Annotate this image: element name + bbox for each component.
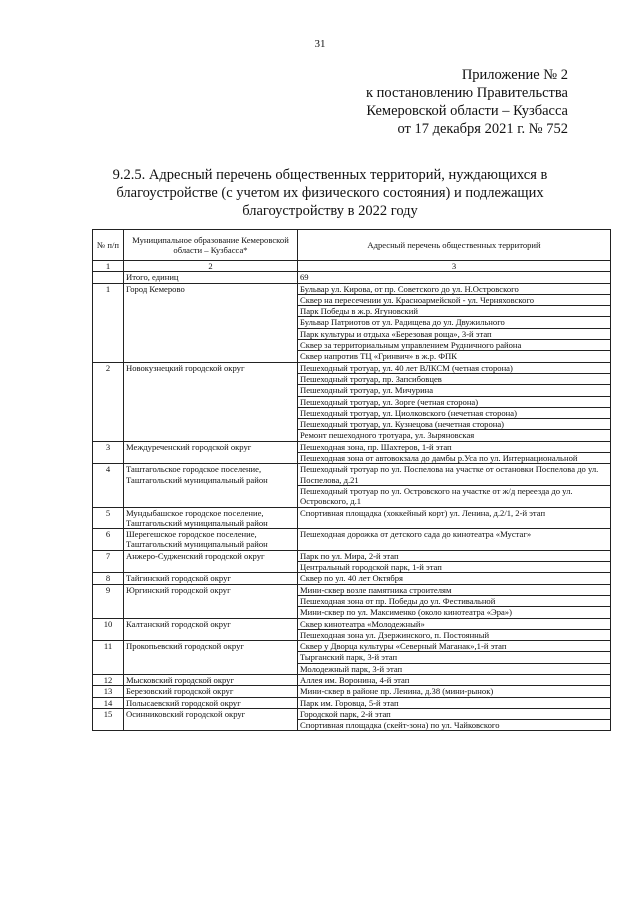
municipality-cell: Город Кемерово <box>124 283 298 362</box>
address-cell: Сквер на пересечении ул. Красноармейской - ул. Черняховского <box>298 294 611 305</box>
territories-table <box>92 229 611 731</box>
appendix-line: Кемеровской области – Кузбасса <box>366 103 568 119</box>
address-cell: Городской парк, 2-й этап <box>298 708 611 719</box>
address-cell: Центральный городской парк, 1-й этап <box>298 562 611 573</box>
address-cell: Молодежный парк, 3-й этап <box>298 663 611 674</box>
table-row <box>93 507 611 529</box>
row-number: 4 <box>93 464 124 507</box>
table-row <box>93 584 611 595</box>
table-row <box>93 464 611 486</box>
table-body <box>93 230 611 731</box>
municipality-cell: Березовский городской округ <box>124 686 298 697</box>
total-value: 69 <box>298 272 611 283</box>
row-number: 11 <box>93 641 124 675</box>
address-cell: Мини-сквер по ул. Максименко (около кинотеатра «Эра») <box>298 607 611 618</box>
municipality-cell: Анжеро-Судженский городской округ <box>124 550 298 573</box>
header-addresses: Адресный перечень общественных территорий <box>298 230 611 261</box>
row-number: 10 <box>93 618 124 641</box>
address-cell: Парк культуры и отдыха «Березовая роща», 3-й этап <box>298 328 611 339</box>
address-cell: Бульвар Патриотов от ул. Радищева до ул. Двужильного <box>298 317 611 328</box>
table-row <box>93 618 611 629</box>
table-row <box>93 529 611 551</box>
address-cell: Сквер кинотеатра «Молодежный» <box>298 618 611 629</box>
row-number: 2 <box>93 362 124 441</box>
address-cell: Парк им. Горовца, 5-й этап <box>298 697 611 708</box>
column-number: 1 <box>93 261 124 272</box>
municipality-cell: Осинниковский городской округ <box>124 708 298 731</box>
municipality-cell: Полысаевский городской округ <box>124 697 298 708</box>
row-number: 3 <box>93 441 124 464</box>
column-numbers-row <box>93 261 611 272</box>
address-cell: Пешеходная зона от автовокзала до дамбы р.Уса по ул. Интернациональной <box>298 453 611 464</box>
header-municipality: Муниципальное образование Кемеровской области – Кузбасса* <box>124 230 298 261</box>
address-cell: Сквер за территориальным управлением Рудничного района <box>298 340 611 351</box>
address-cell: Пешеходный тротуар по ул. Поспелова на участке от остановки Поспелова до ул. Поспелова, д.21 <box>298 464 611 486</box>
municipality-cell: Новокузнецкий городской округ <box>124 362 298 441</box>
row-number: 9 <box>93 584 124 618</box>
row-number: 14 <box>93 697 124 708</box>
table-header-row <box>93 230 611 261</box>
address-cell: Пешеходная дорожка от детского сада до кинотеатра «Мустаг» <box>298 529 611 551</box>
address-cell: Спортивная площадка (хоккейный корт) ул. Ленина, д.2/1, 2-й этап <box>298 507 611 529</box>
total-num-cell <box>93 272 124 283</box>
address-cell: Пешеходный тротуар, ул. Кузнецова (нечетная сторона) <box>298 419 611 430</box>
address-cell: Мини-сквер в районе пр. Ленина, д.38 (мини-рынок) <box>298 686 611 697</box>
municipality-cell: Прокопьевский городской округ <box>124 641 298 675</box>
table-row <box>93 641 611 652</box>
address-cell: Парк по ул. Мира, 2-й этап <box>298 550 611 561</box>
address-cell: Мини-сквер возле памятника строителям <box>298 584 611 595</box>
table-row <box>93 686 611 697</box>
address-cell: Пешеходный тротуар по ул. Островского на участке от ж/д переезда до ул. Островского, д.1 <box>298 485 611 507</box>
table-row <box>93 550 611 561</box>
address-cell: Пешеходный тротуар, ул. Мичурина <box>298 385 611 396</box>
column-number: 3 <box>298 261 611 272</box>
row-number: 5 <box>93 507 124 529</box>
table-row <box>93 573 611 584</box>
table-row <box>93 708 611 719</box>
page-number: 31 <box>314 38 326 50</box>
row-number: 6 <box>93 529 124 551</box>
municipality-cell: Мысковский городской округ <box>124 674 298 685</box>
appendix-block <box>308 66 568 138</box>
municipality-cell: Юргинский городской округ <box>124 584 298 618</box>
row-number: 7 <box>93 550 124 573</box>
address-cell: Ремонт пешеходного тротуара, ул. Зыряновская <box>298 430 611 441</box>
table-row <box>93 674 611 685</box>
address-cell: Бульвар ул. Кирова, от пр. Советского до ул. Н.Островского <box>298 283 611 294</box>
address-cell: Сквер напротив ТЦ «Гринвич» в ж.р. ФПК <box>298 351 611 362</box>
table-row <box>93 362 611 373</box>
address-cell: Пешеходная зона, пр. Шахтеров, 1-й этап <box>298 441 611 452</box>
address-cell: Спортивная площадка (скейт-зона) по ул. Чайковского <box>298 720 611 731</box>
appendix-line: Приложение № 2 <box>461 67 568 83</box>
header-num: № п/п <box>93 230 124 261</box>
column-number: 2 <box>124 261 298 272</box>
address-cell: Пешеходный тротуар, ул. Циолковского (нечетная сторона) <box>298 407 611 418</box>
address-cell: Аллея им. Воронина, 4-й этап <box>298 674 611 685</box>
municipality-cell: Тайгинский городской округ <box>124 573 298 584</box>
address-cell: Пешеходный тротуар, пр. Запсибовцев <box>298 373 611 384</box>
municipality-cell: Мундыбашское городское поселение, Таштагольский муниципальный район <box>124 507 298 529</box>
municipality-cell: Калтанский городской округ <box>124 618 298 641</box>
municipality-cell: Междуреченский городской округ <box>124 441 298 464</box>
row-number: 13 <box>93 686 124 697</box>
address-cell: Пешеходная зона ул. Дзержинского, п. Постоянный <box>298 629 611 640</box>
address-cell: Тырганский парк, 3-й этап <box>298 652 611 663</box>
address-cell: Сквер по ул. 40 лет Октября <box>298 573 611 584</box>
address-cell: Парк Победы в ж.р. Ягуновский <box>298 306 611 317</box>
address-cell: Сквер у Дворца культуры «Северный Маганак»,1-й этап <box>298 641 611 652</box>
address-cell: Пешеходная зона от пр. Победы до ул. Фестивальной <box>298 595 611 606</box>
address-cell: Пешеходный тротуар, ул. Зорге (четная сторона) <box>298 396 611 407</box>
section-title: 9.2.5. Адресный перечень общественных территорий, нуждающихся в благоустройстве (с учетом их физического состояния) и подлежащих благоустройству в 2022 году <box>112 167 548 219</box>
address-cell: Пешеходный тротуар, ул. 40 лет ВЛКСМ (четная сторона) <box>298 362 611 373</box>
row-number: 15 <box>93 708 124 731</box>
municipality-cell: Шерегешское городское поселение, Таштагольский муниципальный район <box>124 529 298 551</box>
total-label: Итого, единиц <box>124 272 298 283</box>
appendix-line: от 17 декабря 2021 г. № 752 <box>397 121 568 137</box>
appendix-line: к постановлению Правительства <box>366 85 568 101</box>
table-row <box>93 697 611 708</box>
table-row <box>93 283 611 294</box>
municipality-cell: Таштагольское городское поселение, Таштагольский муниципальный район <box>124 464 298 507</box>
row-number: 1 <box>93 283 124 362</box>
table-row <box>93 441 611 452</box>
row-number: 12 <box>93 674 124 685</box>
row-number: 8 <box>93 573 124 584</box>
total-row <box>93 272 611 283</box>
